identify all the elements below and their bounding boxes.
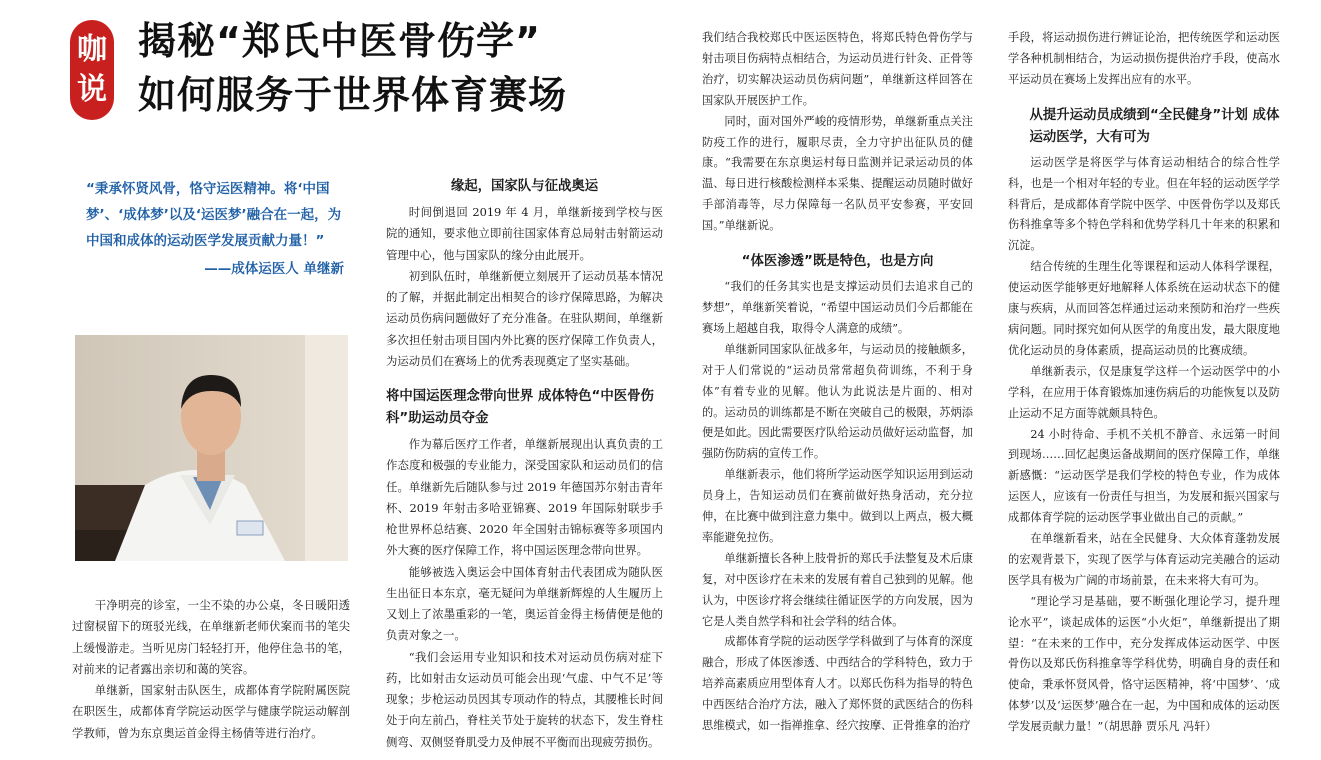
headline-line-1: 揭秘“郑氏中医骨伤学” [138, 19, 541, 63]
headline-line-2: 如何服务于世界体育赛场 [138, 73, 568, 117]
c4-paragraph: 单继新表示，仅是康复学这样一个运动医学中的小学科，在应用于体育锻炼加速伤病后的功能恢复以及防止运动不足方面等就颇具特色。 [1008, 364, 1280, 420]
c3-paragraph: 同时，面对国外严峻的疫情形势，单继新重点关注防疫工作的进行，履职尽责，全力守护出征队员的健康。“我需要在东京奥运村每日监测并记录运动员的体温、每日进行核酸检测样本采集、提醒运动员随时做好手部消毒等，尽力保障每一名队员平安参赛，平安回国。”单继新说。 [702, 114, 973, 233]
c2-paragraph: 时间倒退回 2019 年 4 月，单继新接到学校与医院的通知，要求他立即前往国家体育总局射击射箭运动管理中心，他与国家队的缘分由此展开。 [386, 205, 663, 262]
c1-paragraph: 干净明亮的诊室，一尘不染的办公桌，冬日暖阳透过窗棂留下的斑驳光线，在单继新老师伏案而书的笔尖上缓慢游走。当听见房门轻轻打开，他停住急书的笔，对前来的记者露出亲切和蔼的笑容。 [72, 598, 350, 676]
c4-paragraph: 在单继新看来，站在全民健身、大众体育蓬勃发展的宏观背景下，实现了医学与体育运动完美融合的运动医学具有极为广阔的市场前景，在未来将大有可为。 [1008, 532, 1280, 587]
pull-quote [86, 176, 344, 282]
portrait-photo [75, 335, 348, 561]
portrait-illustration [75, 335, 348, 561]
c4-paragraph: “理论学习是基础，要不断强化理论学习，提升理论水平”，谈起成体的运医“小火炬”，单继新提出了期望：“在未来的工作中，充分发挥成体运动医学、中医骨伤以及郑氏伤科推拿等学科优势，明确自身的责任和使命，秉承怀贤风骨，恪守运医精神，将‘中国梦’、‘成体梦’以及‘运医梦’融合在一起，为中国和成体的运动医学发展贡献力量！”（胡思静 贾乐凡 冯轩） [1008, 594, 1280, 734]
c1-paragraph: 单继新，国家射击队医生，成都体育学院附属医院在职医生，成都体育学院运动医学与健康学院运动解剖学教师，曾为东京奥运首金得主杨倩等进行治疗。 [72, 683, 350, 740]
section-heading-origins: 缘起，国家队与征战奥运 [450, 179, 599, 194]
column-4 [1008, 28, 1280, 738]
pull-quote-text: “秉承怀贤风骨，恪守运医精神。将‘中国梦’、‘成体梦’以及‘运医梦’融合在一起，为中国和成体的运动医学发展贡献力量！” [86, 181, 342, 249]
c2-paragraph: “我们会运用专业知识和技术对运动员伤病对症下药，比如射击女运动员可能会出现‘气虚、中气不足’等现象；步枪运动员因其专项动作的特点，其腰椎长时间处于向左前凸，脊柱关节处于旋转的状态下，发生脊柱侧弯、双侧竖脊肌受力及伸展不平衡而出现疲劳损伤。 [386, 649, 663, 749]
c2-paragraph: 初到队伍时，单继新便立刻展开了运动员基本情况的了解，并据此制定出相契合的诊疗保障思路，为解决运动员伤病问题做好了充分准备。在驻队期间，单继新多次担任射击项目国内外比赛的医疗保障工作负责人，为运动员们在赛场上的优秀表现奠定了坚实基础。 [386, 268, 663, 368]
column-2 [386, 176, 663, 753]
c2-paragraph: 作为幕后医疗工作者，单继新展现出认真负责的工作态度和极强的专业能力，深受国家队和运动员们的信任。单继新先后随队参与过 2019 年德国苏尔射击青年杯、2019 年射击多哈亚锦赛、2019 年国际射联步手枪世界杯总结赛、2020 年全国射击锦标赛等多项国内外大赛的医疗保障工作，将中国运医理念带向世界。 [386, 437, 663, 558]
badge-char-1: 咖 [77, 32, 107, 67]
section-heading-world: 将中国运医理念带向世界 成体特色“中医骨伤科”助运动员夺金 [386, 389, 654, 426]
section-heading-integration: “体医渗透”既是特色，也是方向 [741, 254, 934, 270]
c4-paragraph: 24 小时待命、手机不关机不静音、永远第一时间到现场……回忆起奥运备战期间的医疗保障工作，单继新感慨：“运动医学是我们学校的特色专业，作为成体运医人，应该有一份责任与担当，为发展和振兴国家与成都体育学院的运动医学事业做出自己的贡献。” [1008, 427, 1280, 525]
column-badge [70, 20, 114, 120]
c3-paragraph: 单继新擅长各种上肢骨折的郑氏手法整复及术后康复，对中医诊疗在未来的发展有着自己独到的见解。他认为，中医诊疗将会继续往循证医学的方向发展，因为它是人类自然学科和社会学科的结合体。 [702, 551, 973, 628]
column-1 [72, 595, 350, 744]
c3-paragraph: “我们的任务其实也是支撑运动员们去追求自己的梦想”，单继新笑着说，“希望中国运动员们今后都能在赛场上超越自我，取得令人满意的成绩”。 [702, 280, 973, 335]
c4-paragraph: 手段，将运动损伤进行辨证论治，把传统医学和运动医学各种机制相结合，为运动损伤提供治疗手段，使高水平运动员在赛场上发挥出应有的水平。 [1008, 31, 1280, 86]
c4-paragraph: 结合传统的生理生化等课程和运动人体科学课程，使运动医学能够更好地解释人体系统在运动状态下的健康与疾病，从而回答怎样通过运动来预防和治疗一些疾病问题。同时探究如何从医学的角度出发，最大限度地优化运动员的身体素质，提高运动员的比赛成绩。 [1008, 260, 1280, 357]
c3-paragraph: 成都体育学院的运动医学学科做到了与体育的深度融合，形成了体医渗透、中西结合的学科特色，致力于培养高素质应用型体育人才。以郑氏伤科为指导的特色中西医结合治疗方法，融入了郑怀贤的武医结合的伤科思维模式，如一指禅推拿、经穴按摩、正骨推拿的治疗 [702, 635, 973, 733]
column-3 [702, 28, 973, 737]
badge-char-2: 说 [77, 72, 107, 107]
c3-paragraph: 单继新同国家队征战多年，与运动员的接触颇多，对于人们常说的“运动员常常超负荷训练，不利于身体”有着专业的见解。他认为此说法是片面的、相对的。运动员的训练都是不断在突破自己的极限，苏炳添便是如此。因此需要医疗队给运动员做好运动监督，加强防伤防病的宣传工作。 [702, 342, 973, 461]
c3-paragraph: 我们结合我校郑氏中医运医特色，将郑氏特色骨伤学与射击项目伤病特点相结合，为运动员进行针灸、正骨等治疗，切实解决运动员伤病问题”，单继新这样回答在国家队开展医护工作。 [702, 31, 973, 107]
headline [138, 14, 567, 122]
c2-paragraph: 能够被选入奥运会中国体育射击代表团成为随队医生出征日本东京，毫无疑问为单继新辉煌的人生履历上又划上了浓墨重彩的一笔，奥运首金得主杨倩便是他的负责对象之一。 [386, 564, 663, 643]
section-heading-future: 从提升运动员成绩到“全民健身”计划 成体运动医学，大有可为 [1029, 107, 1280, 145]
c4-paragraph: 运动医学是将医学与体育运动相结合的综合性学科，也是一个相对年轻的专业。但在年轻的运动医学学科背后，是成都体育学院中医学、中医骨伤学以及郑氏伤科推拿等多个特色学科和优势学科几十年来的积累和沉淀。 [1008, 155, 1280, 253]
pull-quote-attribution: ——成体运医人 单继新 [204, 261, 344, 277]
c3-paragraph: 单继新表示，他们将所学运动医学知识运用到运动员身上，告知运动员们在赛前做好热身活动，充分拉伸，在比赛中做到注意力集中。做到以上两点，极大概率能避免拉伤。 [702, 468, 973, 544]
